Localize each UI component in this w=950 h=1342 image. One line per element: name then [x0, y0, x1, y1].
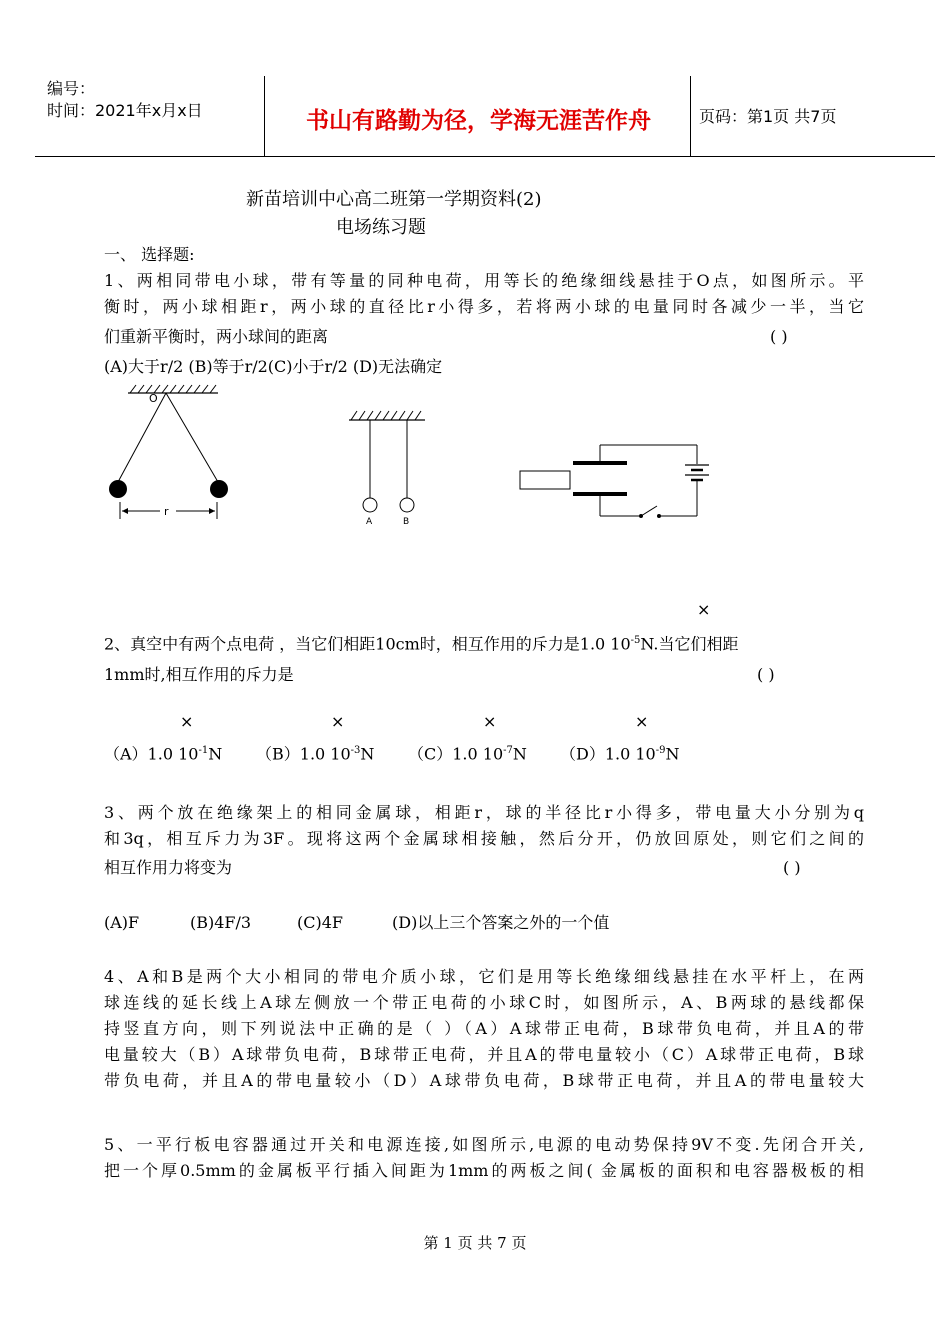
- page-header: [35, 76, 935, 157]
- question-1-line: 1、两相同带电小球，带有等量的同种电荷，用等长的绝缘细线悬挂于O点，如图所示。平: [104, 271, 864, 290]
- figure-pendulum-balls: [100, 385, 240, 525]
- document-title: 新苗培训中心高二班第一学期资料(2): [246, 189, 542, 210]
- question-5-text: [104, 1132, 864, 1184]
- figure-label-r: r: [164, 505, 169, 518]
- option-text: （B）1.0 10: [256, 744, 351, 764]
- question-1-options: (A)大于r/2 (B)等于r/2(C)小于r/2 (D)无法确定: [104, 357, 443, 376]
- exponent: -9: [655, 745, 666, 756]
- option-text: （C）1.0 10: [408, 744, 504, 764]
- exponent: -5: [630, 635, 641, 646]
- question-4-line: 电量较大（B）A球带负电荷，B球带正电荷，并且A的带电量较小（C）A球带正电荷，B球: [104, 1045, 864, 1064]
- multiplication-sign: ×: [331, 712, 345, 731]
- question-2-option-c: [408, 738, 527, 767]
- question-2-text: 2、真空中有两个点电荷 ，当它们相距10cm时，相互作用的斥力是1.0 10: [104, 634, 631, 654]
- header-number-label: 编号：: [47, 79, 96, 98]
- header-date-label: 时间：2021年x月x日: [47, 101, 203, 120]
- question-1-line: 衡时，两小球相距r，两小球的直径比r小得多，若将两小球的电量同时各减少一半，当它: [104, 297, 864, 316]
- figure-label-a: A: [366, 517, 373, 527]
- option-unit: N: [208, 744, 223, 764]
- question-3-option-a: (A)F: [104, 913, 140, 932]
- option-text: （A）1.0 10: [104, 744, 199, 764]
- multiplication-sign: ×: [697, 600, 711, 619]
- question-3-option-b: (B)4F/3: [190, 913, 252, 932]
- question-2-text-tail: N.当它们相距: [640, 634, 739, 654]
- multiplication-sign: ×: [635, 712, 649, 731]
- question-4-text: [104, 964, 864, 1094]
- question-2-option-b: [256, 738, 374, 767]
- option-text: （D）1.0 10: [560, 744, 656, 764]
- answer-bracket: ( ): [783, 858, 801, 877]
- answer-bracket: ( ): [770, 327, 788, 346]
- question-1-text: [104, 268, 864, 320]
- question-4-line: 带负电荷，并且A的带电量较小（D）A球带负电荷，B球带正电荷，并且A的带电量较大: [104, 1071, 864, 1090]
- question-2-line: [104, 628, 738, 657]
- multiplication-sign: ×: [180, 712, 194, 731]
- figure-label-o: O: [149, 392, 158, 405]
- question-1-line: 们重新平衡时，两小球间的距离: [104, 327, 329, 346]
- question-4-line: 球连线的延长线上A球左侧放一个带正电荷的小球C时，如图所示，A、B两球的悬线都保: [104, 993, 864, 1012]
- exponent: -3: [350, 745, 361, 756]
- answer-bracket: ( ): [757, 665, 775, 684]
- question-2-option-a: [104, 738, 222, 767]
- question-3-line: 3、两个放在绝缘架上的相同金属球，相距r，球的半径比r小得多，带电量大小分别为q: [104, 803, 864, 822]
- header-meta: [47, 78, 203, 122]
- header-motto: 书山有路勤为径，学海无涯苦作舟: [306, 108, 651, 134]
- section-heading: 一、 选择题:: [104, 245, 195, 264]
- question-4-line: 4、A和B是两个大小相同的带电介质小球，它们是用等长绝缘细线悬挂在水平杆上，在两: [104, 967, 864, 986]
- figure-capacitor-circuit: [515, 440, 705, 525]
- exponent: -1: [198, 745, 209, 756]
- question-3-option-d: (D)以上三个答案之外的一个值: [392, 913, 610, 932]
- header-divider: [690, 76, 691, 156]
- multiplication-sign: ×: [483, 712, 497, 731]
- question-5-line: 把一个厚0.5mm的金属板平行插入间距为1mm的两板之间( 金属板的面积和电容器极板的相: [104, 1161, 864, 1180]
- figure-label-b: B: [403, 517, 410, 527]
- question-3-text: [104, 800, 864, 852]
- page-footer: 第 1 页 共 7 页: [423, 1234, 527, 1252]
- question-2-line: 1mm时,相互作用的斥力是: [104, 665, 294, 684]
- option-unit: N: [665, 744, 680, 764]
- figure-hanging-balls-ab: [345, 408, 435, 528]
- question-3-line: 和3q，相互斥力为3F。现将这两个金属球相接触，然后分开，仍放回原处，则它们之间的: [104, 829, 864, 848]
- document-subtitle: 电场练习题: [336, 217, 426, 238]
- option-unit: N: [512, 744, 527, 764]
- question-3-line: 相互作用力将变为: [104, 858, 233, 877]
- option-unit: N: [360, 744, 375, 764]
- question-3-option-c: (C)4F: [297, 913, 344, 932]
- header-page-label: 页码：第1页 共7页: [699, 107, 837, 126]
- exponent: -7: [503, 745, 513, 756]
- question-2-option-d: [560, 738, 679, 767]
- header-divider: [264, 76, 265, 156]
- question-4-line: 持竖直方向，则下列说法中正确的是（ ）（A）A球带正电荷，B球带负电荷，并且A的带: [104, 1019, 864, 1038]
- question-5-line: 5、一平行板电容器通过开关和电源连接,如图所示,电源的电动势保持9V不变.先闭合开关,: [104, 1135, 864, 1154]
